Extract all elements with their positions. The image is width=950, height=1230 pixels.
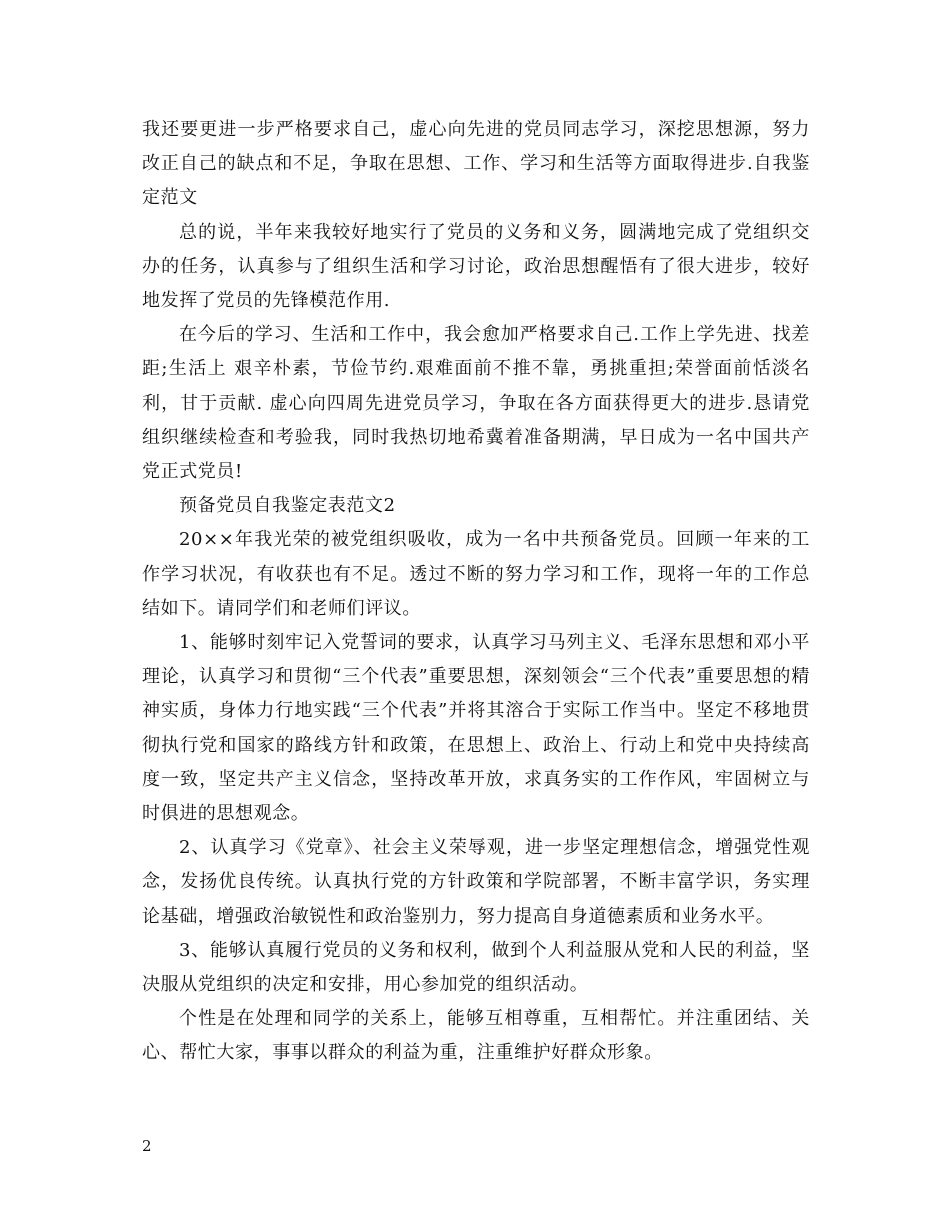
paragraph-3: 在今后的学习、生活和工作中，我会愈加严格要求自己.工作上学先进、找差距;生活上 艰辛朴素，节俭节约.艰难面前不推不靠，勇挑重担;荣誉面前恬淡名利，甘于贡献. 虚心向四周先进党员学习，争取在各方面获得更大的进步.恳请党组织继续检查和考验我，同时我热切地希冀着准备期满，早日成为一名中国共产党正式党员! xyxy=(142,324,810,483)
section-heading: 预备党员自我鉴定表范文2 xyxy=(179,495,396,517)
paragraph-2: 总的说，半年来我较好地实行了党员的义务和义务，圆满地完成了党组织交办的任务，认真参与了组织生活和学习讨论，政治思想醒悟有了很大进步，较好地发挥了党员的先锋模范作用. xyxy=(142,221,810,312)
paragraph-7: 3、能够认真履行党员的义务和权利，做到个人利益服从党和人民的利益，坚决服从党组织的决定和安排，用心参加党的组织活动。 xyxy=(142,939,810,996)
page-number: 2 xyxy=(142,1137,152,1155)
document-body xyxy=(142,113,810,1071)
paragraph-8: 个性是在处理和同学的关系上，能够互相尊重，互相帮忙。并注重团结、关心、帮忙大家，事事以群众的利益为重，注重维护好群众形象。 xyxy=(142,1008,810,1064)
paragraph-5: 1、能够时刻牢记入党誓词的要求，认真学习马列主义、毛泽东思想和邓小平理论，认真学习和贯彻“三个代表”重要思想，深刻领会“三个代表”重要思想的精神实质，身体力行地实践“三个代表”并将其溶合于实际工作当中。坚定不移地贯彻执行党和国家的路线方针和政策，在思想上、政治上、行动上和党中央持续高度一致，坚定共产主义信念，坚持改革开放，求真务实的工作作风，牢固树立与时俱进的思想观念。 xyxy=(142,632,810,825)
paragraph-6: 2、认真学习《党章》、社会主义荣辱观，进一步坚定理想信念，增强党性观念，发扬优良传统。认真执行党的方针政策和学院部署，不断丰富学识，务实理论基础，增强政治敏锐性和政治鉴别力，努力提高自身道德素质和业务水平。 xyxy=(142,837,810,927)
paragraph-1: 我还要更进一步严格要求自己，虚心向先进的党员同志学习，深挖思想源，努力改正自己的缺点和不足，争取在思想、工作、学习和生活等方面取得进步.自我鉴定范文 xyxy=(142,119,810,209)
paragraph-4: 20××年我光荣的被党组织吸收，成为一名中共预备党员。回顾一年来的工作学习状况，有收获也有不足。透过不断的努力学习和工作，现将一年的工作总结如下。请同学们和老师们评议。 xyxy=(142,529,810,619)
